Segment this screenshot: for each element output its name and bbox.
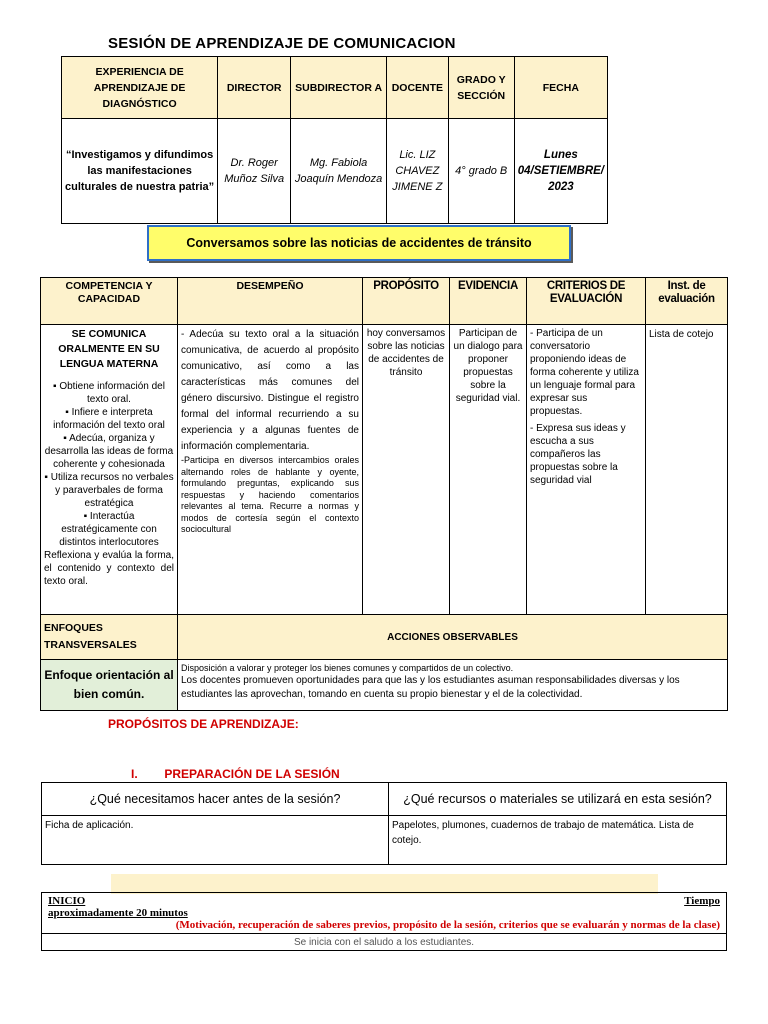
tiempo-label: Tiempo (684, 895, 720, 907)
col-criterios: CRITERIOS DE EVALUACIÓN (527, 278, 646, 325)
desempeno-cell (178, 325, 363, 615)
session-title-banner: Conversamos sobre las noticias de accidentes de tránsito (147, 225, 571, 261)
capacidad-item: ▪ Adecúa, organiza y desarrolla las ideas de forma coherente y cohesionada (44, 433, 174, 470)
evidencia-cell: Participan de un dialogo para proponer propuestas sobre la seguridad vial. (450, 325, 527, 615)
capacidad-item: Reflexiona y evalúa la forma, el contenido y contexto del texto oral. (44, 550, 174, 587)
header-subdirector: SUBDIRECTOR A (291, 57, 387, 119)
spacer-bar (111, 874, 658, 894)
competencia-cell (41, 325, 178, 615)
capacidad-item: ▪ Interactúa estratégicamente con distintos interlocutores (59, 511, 159, 548)
value-grado: 4° grado B (448, 119, 514, 224)
inicio-label: INICIO (48, 895, 86, 907)
propositos-heading: PROPÓSITOS DE APRENDIZAJE: (108, 717, 299, 731)
preparacion-table (41, 782, 727, 865)
enfoque-line-2: Los docentes promueven oportunidades para que las y los estudiantes asuman responsabilidades diversas y los estudiantes las aprovechan, tomando en cuenta su propio bienestar y el de la colectividad. (181, 675, 680, 700)
col-desempeno: DESEMPEÑO (178, 278, 363, 325)
duracion-label: aproximadamente 20 minutos (48, 907, 188, 919)
criterio-item: - Expresa sus ideas y escucha a sus compañeros las propuestas sobre la seguridad vial (530, 423, 626, 486)
criterios-cell (527, 325, 646, 615)
capacidades-list (44, 380, 174, 588)
competencia-name: SE COMUNICA ORALMENTE EN SU LENGUA MATERNA (58, 328, 160, 370)
desempeno-text-1: - Adecúa su texto oral a la situación comunicativa, de acuerdo al propósito comunicativo, así como a las características más comunes del género discursivo. Distingue el registro formal del informal recurriendo a su experiencia y a algunas fuentes de información complementaria. (181, 329, 359, 452)
value-docente: Lic. LIZ CHAVEZ JIMENE Z (387, 119, 449, 224)
col-evidencia: EVIDENCIA (450, 278, 527, 325)
criterio-item: - Participa de un conversatorio proponiendo ideas de forma coherente y utiliza un lenguaje formal para expresar sus propuestas. (530, 328, 639, 417)
col-competencia: COMPETENCIA Y CAPACIDAD (41, 278, 178, 325)
value-experiencia: “Investigamos y difundimos las manifestaciones culturales de nuestra patria” (62, 119, 218, 224)
capacidad-item: ▪ Infiere e interpreta información del texto oral (53, 407, 165, 431)
instrumento-cell: Lista de cotejo (646, 325, 728, 615)
answer-materials: Papelotes, plumones, cuadernos de trabajo de matemática. Lista de cotejo. (389, 816, 727, 865)
capacidad-item: ▪ Obtiene información del texto oral. (53, 381, 165, 405)
enfoque-name: Enfoque orientación al bien común. (41, 660, 178, 711)
header-fecha: FECHA (514, 57, 607, 119)
header-experiencia: EXPERIENCIA DE APRENDIZAJE DE DIAGNÓSTICO (62, 57, 218, 119)
col-proposito: PROPÓSITO (363, 278, 450, 325)
header-docente: DOCENTE (387, 57, 449, 119)
desempeno-text-2: -Participa en diversos intercambios orales alternando roles de hablante y oyente, formulando preguntas, explicando sus respuestas y haciendo comentarios relevantes al tema. Recurre a normas y modos de cortesía según el contexto sociocultural (181, 455, 359, 534)
capacidad-item: ▪ Utiliza recursos no verbales y paraverbales de forma estratégica (44, 472, 174, 509)
enfoque-acciones (178, 660, 728, 711)
col-instrumento: Inst. de evaluación (646, 278, 728, 325)
acciones-label: ACCIONES OBSERVABLES (178, 615, 728, 660)
competencia-table (40, 277, 728, 711)
value-fecha: Lunes 04/SETIEMBRE/ 2023 (514, 119, 607, 224)
inicio-texto: Se inicia con el saludo a los estudiantes. (42, 934, 727, 951)
inicio-header (42, 893, 727, 934)
header-director: DIRECTOR (218, 57, 291, 119)
question-materials: ¿Qué recursos o materiales se utilizará en esta sesión? (389, 783, 727, 816)
answer-before: Ficha de aplicación. (42, 816, 389, 865)
inicio-detalle: (Motivación, recuperación de saberes previos, propósito de la sesión, criterios que se evaluarán y normas de la clase) (175, 919, 720, 931)
value-director: Dr. Roger Muñoz Silva (218, 119, 291, 224)
session-header-table (61, 56, 608, 224)
proposito-cell: hoy conversamos sobre las noticias de accidentes de tránsito (363, 325, 450, 615)
enfoque-line-1: Disposición a valorar y proteger los bienes comunes y compartidos de un colectivo. (181, 663, 514, 673)
preparacion-heading: I. PREPARACIÓN DE LA SESIÓN (131, 767, 340, 781)
header-grado: GRADO Y SECCIÓN (448, 57, 514, 119)
enfoques-label: ENFOQUES TRANSVERSALES (41, 615, 178, 660)
inicio-table (41, 892, 727, 951)
value-subdirector: Mg. Fabiola Joaquín Mendoza (291, 119, 387, 224)
question-before: ¿Qué necesitamos hacer antes de la sesión? (42, 783, 389, 816)
page-title: SESIÓN DE APRENDIZAJE DE COMUNICACION (108, 35, 456, 52)
